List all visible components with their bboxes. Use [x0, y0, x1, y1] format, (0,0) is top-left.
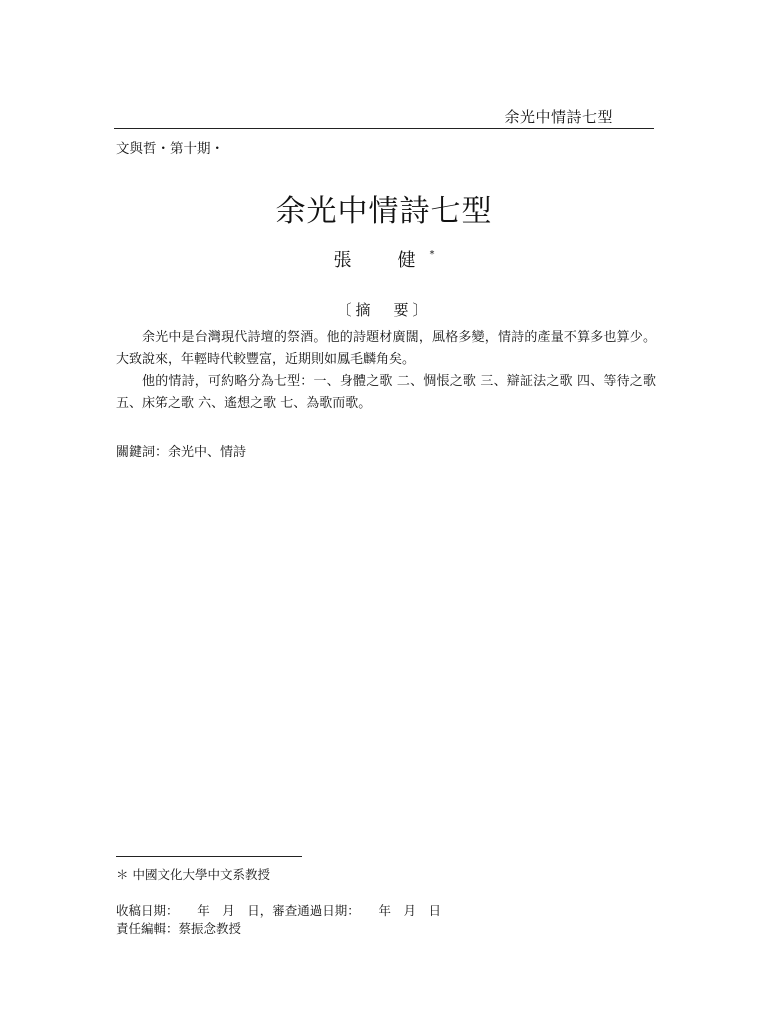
- header-rule: [114, 128, 654, 129]
- article-title: 余光中情詩七型: [275, 194, 493, 229]
- footnote-rule: [116, 856, 302, 857]
- submission-dates: 收稿日期： 年 月 日，審查通過日期： 年 月 日: [116, 903, 442, 918]
- author-footnote-mark: *: [429, 249, 435, 260]
- abstract-body: [116, 327, 656, 415]
- running-head: 余光中情詩七型: [504, 108, 613, 126]
- author-name: 張 健: [333, 250, 430, 271]
- footnote: ＊ 中國文化大學中文系教授: [116, 867, 270, 882]
- author-line: [0, 246, 768, 272]
- abstract-paragraph: 他的情詩，可約略分為七型：一、身體之歌 二、惆悵之歌 三、辯証法之歌 四、等待之歌 五、床笫之歌 六、遙想之歌 七、為歌而歌。: [116, 374, 656, 411]
- responsible-editor: 責任編輯：蔡振念教授: [116, 921, 242, 936]
- journal-issue: 文與哲・第十期・: [116, 141, 224, 157]
- keywords: 關鍵詞：余光中、情詩: [116, 445, 247, 460]
- abstract-heading: 〔摘 要〕: [336, 301, 432, 319]
- abstract-paragraph: 余光中是台灣現代詩壇的祭酒。他的詩題材廣闊，風格多變，情詩的產量不算多也算少。大致說來，年輕時代較豐富，近期則如鳳毛麟角矣。: [116, 330, 656, 367]
